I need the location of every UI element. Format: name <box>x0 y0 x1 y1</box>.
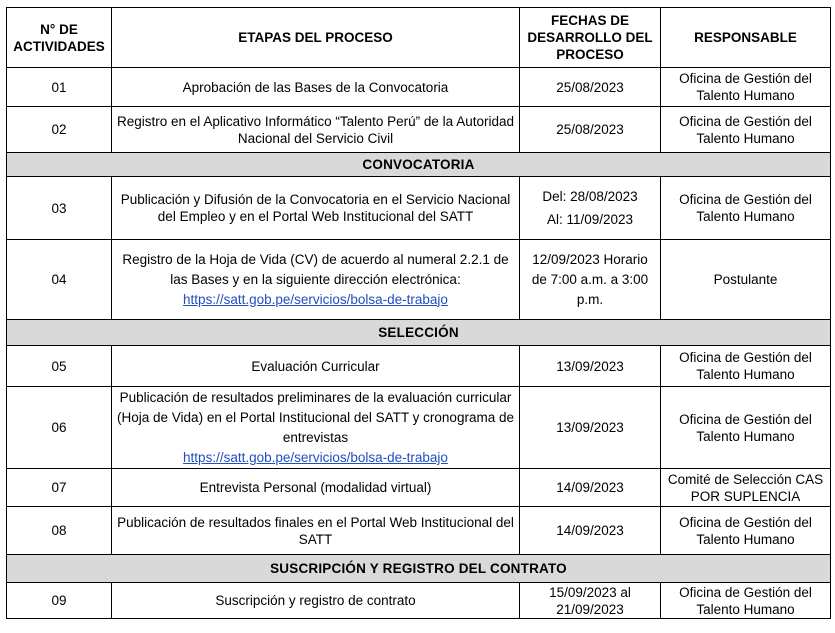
header-etapas: ETAPAS DEL PROCESO <box>112 8 520 68</box>
activity-stage: Suscripción y registro de contrato <box>112 583 520 619</box>
bolsa-de-trabajo-link[interactable]: https://satt.gob.pe/servicios/bolsa-de-trabajo <box>183 450 448 465</box>
table-row <box>7 346 831 387</box>
activity-number: 08 <box>7 507 112 555</box>
activity-number: 03 <box>7 177 112 240</box>
activity-number: 07 <box>7 469 112 507</box>
header-responsable: RESPONSABLE <box>661 8 831 68</box>
activity-responsible: Postulante <box>661 240 831 320</box>
activity-responsible: Oficina de Gestión del Talento Humano <box>661 507 831 555</box>
activity-date: 25/08/2023 <box>520 68 661 107</box>
schedule-table <box>6 7 831 619</box>
activity-responsible: Oficina de Gestión del Talento Humano <box>661 177 831 240</box>
activity-stage: Entrevista Personal (modalidad virtual) <box>112 469 520 507</box>
activity-date: 25/08/2023 <box>520 107 661 153</box>
section-title: SELECCIÓN <box>7 320 831 346</box>
table-row <box>7 583 831 619</box>
bolsa-de-trabajo-link[interactable]: https://satt.gob.pe/servicios/bolsa-de-trabajo <box>183 291 448 307</box>
date-from: Del: 28/08/2023 <box>542 189 638 204</box>
section-row <box>7 153 831 177</box>
activity-date: 15/09/2023 al 21/09/2023 <box>520 583 661 619</box>
activity-responsible: Oficina de Gestión del Talento Humano <box>661 583 831 619</box>
activity-stage: Publicación de resultados finales en el Portal Web Institucional del SATT <box>112 507 520 555</box>
activity-responsible: Oficina de Gestión del Talento Humano <box>661 107 831 153</box>
table-row <box>7 469 831 507</box>
table-row <box>7 177 831 240</box>
activity-date: 13/09/2023 <box>520 387 661 469</box>
table-row <box>7 107 831 153</box>
table-row <box>7 387 831 469</box>
section-row <box>7 555 831 583</box>
activity-date: 13/09/2023 <box>520 346 661 387</box>
activity-number: 05 <box>7 346 112 387</box>
activity-responsible: Oficina de Gestión del Talento Humano <box>661 387 831 469</box>
header-fechas: FECHAS DE DESARROLLO DEL PROCESO <box>520 8 661 68</box>
section-row <box>7 320 831 346</box>
table-row <box>7 240 831 320</box>
activity-date: 14/09/2023 <box>520 469 661 507</box>
section-title: CONVOCATORIA <box>7 153 831 177</box>
activity-responsible: Oficina de Gestión del Talento Humano <box>661 346 831 387</box>
activity-number: 06 <box>7 387 112 469</box>
date-to: Al: 11/09/2023 <box>546 212 634 227</box>
header-num: N° DE ACTIVIDADES <box>7 8 112 68</box>
activity-date: 12/09/2023 Horario de 7:00 a.m. a 3:00 p.m. <box>520 240 661 320</box>
activity-stage: Publicación y Difusión de la Convocatoria en el Servicio Nacional del Empleo y en el Portal Web Institucional del SATT <box>112 177 520 240</box>
activity-date: 14/09/2023 <box>520 507 661 555</box>
stage-text: Publicación de resultados preliminares de la evaluación curricular (Hoja de Vida) en el Portal Institucional del SATT y cronograma de entrevistas <box>117 390 514 445</box>
table-row <box>7 507 831 555</box>
header-row <box>7 8 831 68</box>
section-title: SUSCRIPCIÓN Y REGISTRO DEL CONTRATO <box>7 555 831 583</box>
activity-number: 02 <box>7 107 112 153</box>
stage-text: Registro de la Hoja de Vida (CV) de acuerdo al numeral 2.2.1 de las Bases y en la siguiente dirección electrónica: <box>122 251 509 287</box>
activity-stage: Registro en el Aplicativo Informático “Talento Perú” de la Autoridad Nacional del Servicio Civil <box>112 107 520 153</box>
activity-responsible: Oficina de Gestión del Talento Humano <box>661 68 831 107</box>
activity-number: 01 <box>7 68 112 107</box>
activity-number: 04 <box>7 240 112 320</box>
activity-stage: Aprobación de las Bases de la Convocatoria <box>112 68 520 107</box>
activity-number: 09 <box>7 583 112 619</box>
table-row <box>7 68 831 107</box>
activity-date <box>520 177 661 240</box>
activity-stage <box>112 387 520 469</box>
activity-stage <box>112 240 520 320</box>
activity-responsible: Comité de Selección CAS POR SUPLENCIA <box>661 469 831 507</box>
activity-stage: Evaluación Curricular <box>112 346 520 387</box>
